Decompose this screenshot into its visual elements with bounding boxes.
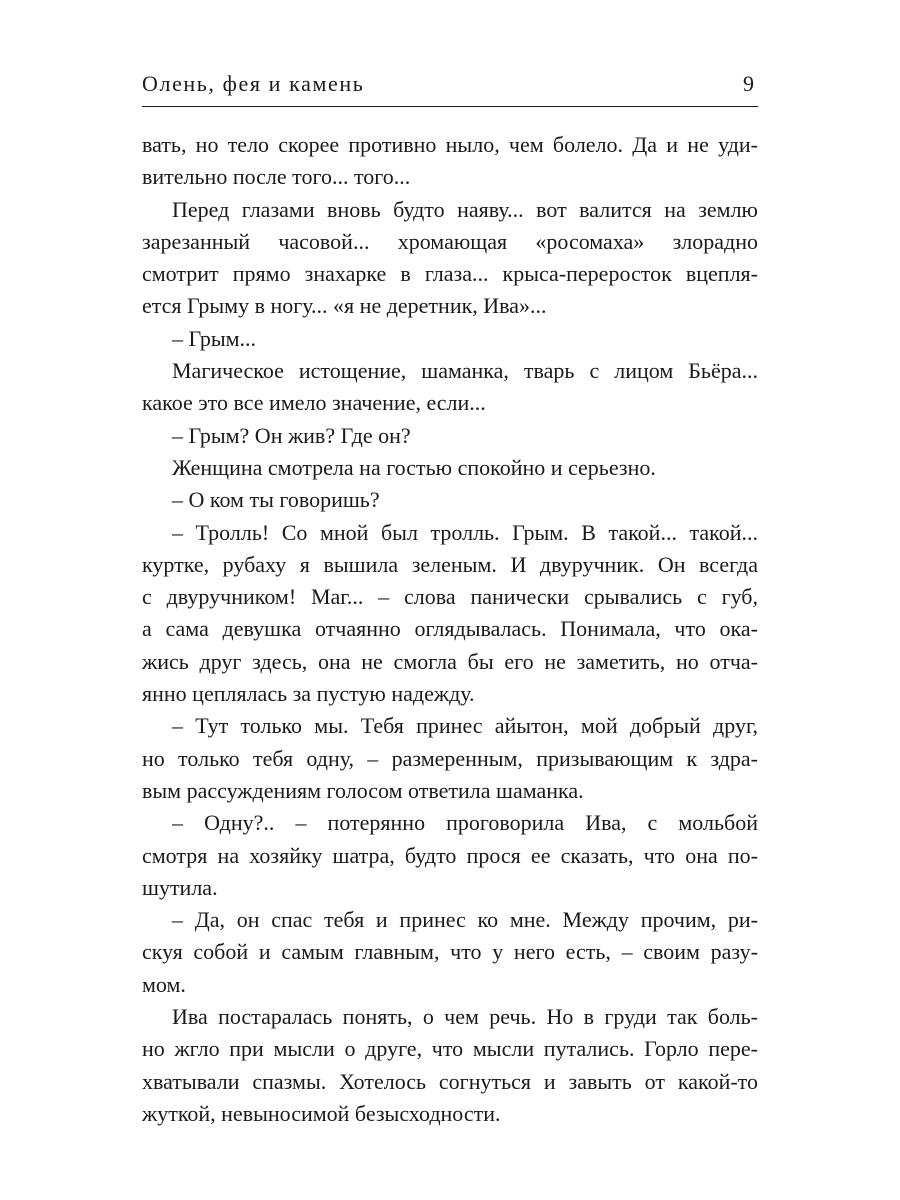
text-line: – Грым... [172, 325, 257, 351]
text-line: какое это все имело значение, если... [142, 390, 486, 416]
text-line: жуткой, невыносимой безысходности. [142, 1100, 501, 1126]
running-header [142, 64, 758, 104]
text-line: смотрит прямо знахарке в глаза... крыса-переросток вцепля- [142, 261, 758, 287]
text-line: Женщина смотрела на гостью спокойно и серьезно. [172, 454, 656, 480]
text-line: – Тут только мы. Тебя принес айытон, мой добрый друг, [172, 713, 758, 739]
text-line: скуя собой и самым главным, что у него есть, – своим разу- [142, 939, 758, 965]
text-line: смотря на хозяйку шатра, будто прося ее сказать, что она по- [142, 842, 758, 868]
text-line: а сама девушка отчаянно оглядывалась. Понимала, что ока- [142, 616, 758, 642]
text-line: куртке, рубаху я вышила зеленым. И двуручник. Он всегда [142, 551, 758, 577]
text-line: зарезанный часовой... хромающая «росомаха» злорадно [142, 228, 758, 254]
text-line: хватывали спазмы. Хотелось согнуться и завыть от какой-то [142, 1068, 758, 1094]
text-line: – О ком ты говоришь? [172, 487, 380, 513]
header-rule [142, 106, 758, 107]
page-number: 9 [743, 71, 754, 96]
text-line: мом. [142, 971, 186, 997]
text-line: – Одну?.. – потерянно проговорила Ива, с мольбой [172, 810, 758, 836]
text-line: – Грым? Он жив? Где он? [172, 422, 411, 448]
body-text [142, 129, 758, 1130]
text-line: Ива постаралась понять, о чем речь. Но в груди так боль- [172, 1004, 758, 1030]
text-line: Магическое истощение, шаманка, тварь с лицом Бьёра... [172, 358, 758, 384]
running-title: Олень, фея и камень [142, 71, 365, 96]
text-line: шутила. [142, 874, 218, 900]
text-line: ется Грыму в ногу... «я не деретник, Ива»... [142, 293, 547, 319]
text-line: Перед глазами вновь будто наяву... вот валится на землю [172, 196, 758, 222]
text-line: жись друг здесь, она не смогла бы его не заметить, но отча- [142, 648, 758, 674]
text-line: – Да, он спас тебя и принес ко мне. Между прочим, ри- [172, 907, 758, 933]
text-line: но только тебя одну, – размеренным, призывающим к здра- [142, 745, 758, 771]
text-line: но жгло при мысли о друге, что мысли путались. Горло пере- [142, 1036, 758, 1062]
text-line: вать, но тело скорее противно ныло, чем болело. Да и не уди- [142, 132, 758, 157]
text-line: – Тролль! Со мной был тролль. Грым. В такой... такой... [172, 519, 758, 545]
text-line: вительно после того... того... [142, 164, 411, 190]
text-line: с двуручником! Маг... – слова панически срывались с губ, [142, 584, 758, 610]
text-line: вым рассуждениям голосом ответила шаманка. [142, 777, 584, 803]
text-line: янно цеплялась за пустую надежду. [142, 681, 475, 707]
